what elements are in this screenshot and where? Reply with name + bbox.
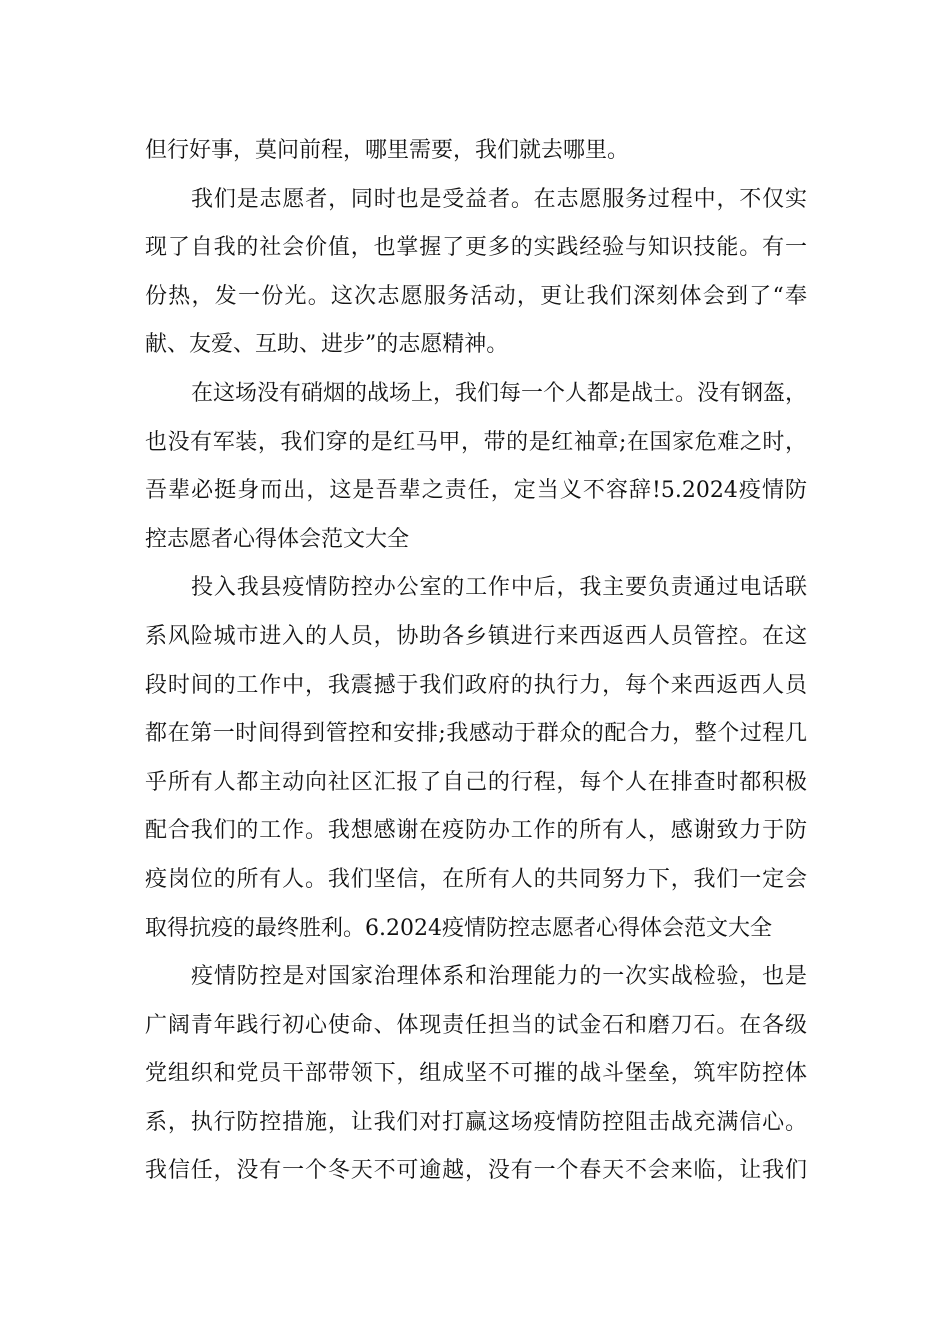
text-line: 疫岗位的所有人。我们坚信，在所有人的共同努力下，我们一定会 <box>145 866 807 892</box>
text-line: 系，执行防控措施，让我们对打赢这场疫情防控阻击战充满信心。 <box>145 1109 807 1135</box>
text-line: 乎所有人都主动向社区汇报了自己的行程，每个人在排查时都积极 <box>145 769 807 795</box>
text-line: 在这场没有硝烟的战场上，我们每一个人都是战士。没有钢盔， <box>191 380 808 406</box>
text-line: 投入我县疫情防控办公室的工作中后，我主要负责通过电话联 <box>191 575 807 601</box>
text-line: 疫情防控是对国家治理体系和治理能力的一次实战检验，也是 <box>191 964 807 990</box>
text-line: 但行好事，莫问前程，哪里需要，我们就去哪里。 <box>145 138 630 163</box>
text-line: 献、友爱、互助、进步”的志愿精神。 <box>145 332 509 358</box>
text-line: 配合我们的工作。我想感谢在疫防办工作的所有人，感谢致力于防 <box>145 818 807 844</box>
text-line: 我信任，没有一个冬天不可逾越，没有一个春天不会来临，让我们 <box>145 1158 807 1184</box>
document-body <box>145 127 807 1196</box>
text-line: 系风险城市进入的人员，协助各乡镇进行来西返西人员管控。在这 <box>145 623 807 649</box>
text-line: 我们是志愿者，同时也是受益者。在志愿服务过程中，不仅实 <box>191 186 807 212</box>
text-line: 现了自我的社会价值，也掌握了更多的实践经验与知识技能。有一 <box>145 235 807 261</box>
text-line: 取得抗疫的最终胜利。6.2024疫情防控志愿者心得体会范文大全 <box>145 915 772 941</box>
text-line: 也没有军装，我们穿的是红马甲，带的是红袖章;在国家危难之时， <box>145 429 807 455</box>
text-line: 都在第一时间得到管控和安排;我感动于群众的配合力，整个过程几 <box>145 721 807 747</box>
text-line: 份热，发一份光。这次志愿服务活动，更让我们深刻体会到了“奉 <box>145 283 807 309</box>
text-line: 广阔青年践行初心使命、体现责任担当的试金石和磨刀石。在各级 <box>145 1012 807 1038</box>
text-line: 吾辈必挺身而出，这是吾辈之责任，定当义不容辞!5.2024疫情防 <box>145 478 807 504</box>
text-line: 控志愿者心得体会范文大全 <box>145 526 410 552</box>
text-line: 党组织和党员干部带领下，组成坚不可摧的战斗堡垒，筑牢防控体 <box>145 1061 807 1087</box>
text-line: 段时间的工作中，我震撼于我们政府的执行力，每个来西返西人员 <box>145 672 807 698</box>
